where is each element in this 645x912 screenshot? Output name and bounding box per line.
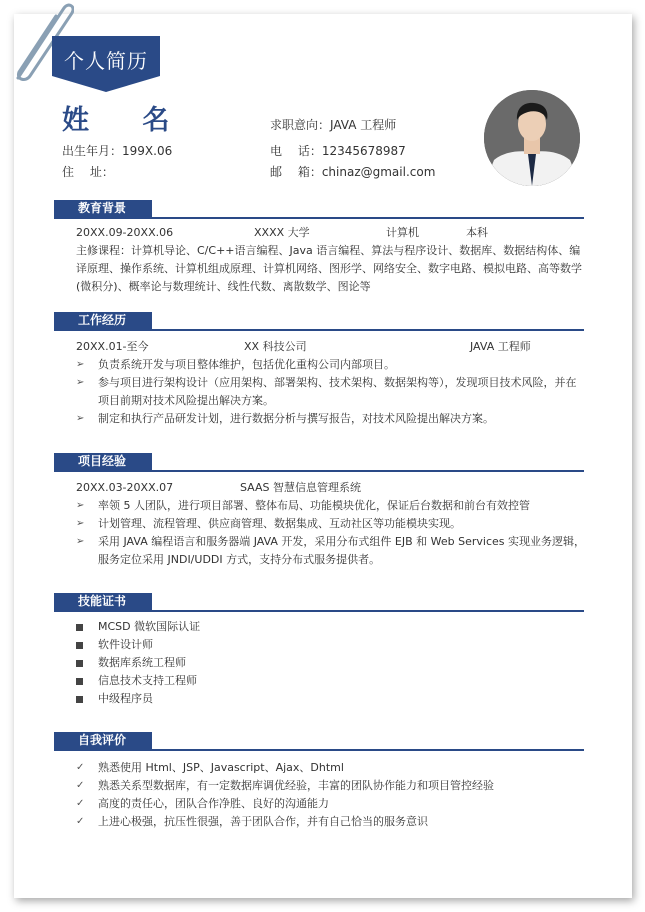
- work-divider: [54, 329, 584, 331]
- project-name: SAAS 智慧信息管理系统: [240, 481, 362, 494]
- skill-item: 中级程序员: [76, 690, 586, 708]
- square-bullet-icon: [76, 678, 83, 685]
- skill-item: MCSD 微软国际认证: [76, 618, 586, 636]
- project-item: ➢ 采用 JAVA 编程语言和服务器端 JAVA 开发，采用分布式组件 EJB 和 Web Services 实现业务逻辑，服务定位采用 JNDI/UDDI 方式，支持分布式服务提供者。: [76, 535, 586, 566]
- birth-value: 199X.06: [122, 144, 173, 158]
- work-heading-label: 工作经历: [54, 312, 152, 329]
- self-item: ✓ 熟悉使用 Html、JSP、Javascript、Ajax、Dhtml: [76, 759, 586, 777]
- arrow-icon: ➢: [76, 500, 85, 511]
- project-heading-label: 项目经验: [54, 453, 152, 470]
- self-heading-label: 自我评价: [54, 732, 152, 749]
- education-major: 计算机: [386, 226, 419, 239]
- checkmark-icon: ✓: [76, 816, 85, 827]
- project-divider: [54, 470, 584, 472]
- work-item: ➢ 制定和执行产品研发计划，进行数据分析与撰写报告，对技术风险提出解决方案。: [76, 410, 586, 428]
- resume-title: 个人简历: [64, 49, 148, 73]
- square-bullet-icon: [76, 642, 83, 649]
- self-divider: [54, 749, 584, 751]
- birth-label: 出生年月：: [62, 144, 123, 158]
- email-label: 邮 箱：: [270, 165, 322, 179]
- phone-label: 电 话：: [270, 144, 322, 158]
- education-heading: [54, 200, 584, 220]
- phone-value: 12345678987: [321, 144, 406, 158]
- education-school: XXXX 大学: [254, 226, 310, 239]
- checkmark-icon: ✓: [76, 798, 85, 809]
- project-heading: [54, 453, 584, 473]
- self-item: ✓ 熟悉关系型数据库，有一定数据库调优经验，丰富的团队协作能力和项目管控经验: [76, 777, 586, 795]
- square-bullet-icon: [76, 624, 83, 631]
- project-item: ➢ 率领 5 人团队，进行项目部署、整体布局、功能模块优化，保证后台数据和前台有效控管: [76, 497, 586, 515]
- intent-label: 求职意向：: [270, 118, 331, 132]
- birth-row: [62, 142, 172, 159]
- phone-row: [270, 142, 406, 159]
- skill-item: 软件设计师: [76, 636, 586, 654]
- education-degree: 本科: [466, 226, 488, 239]
- arrow-icon: ➢: [76, 518, 85, 529]
- skill-item: 信息技术支持工程师: [76, 672, 586, 690]
- square-bullet-icon: [76, 660, 83, 667]
- work-period: 20XX.01-至今: [76, 340, 149, 353]
- square-bullet-icon: [76, 696, 83, 703]
- project-period: 20XX.03-20XX.07: [76, 481, 174, 494]
- skills-divider: [54, 610, 584, 612]
- skills-heading-label: 技能证书: [54, 593, 152, 610]
- work-position: JAVA 工程师: [470, 340, 531, 353]
- arrow-icon: ➢: [76, 536, 85, 547]
- arrow-icon: ➢: [76, 377, 85, 388]
- resume-title-tab: [52, 36, 160, 92]
- email-value: chinaz@gmail.com: [321, 165, 436, 179]
- work-item: ➢ 参与项目进行架构设计（应用架构、部署架构、技术架构、数据架构等），发现项目技术风险，并在项目前期对技术风险提出解决方案。: [76, 376, 577, 407]
- project-item: ➢ 计划管理、流程管理、供应商管理、数据集成、互动社区等功能模块实现。: [76, 515, 586, 533]
- self-item: ✓ 上进心极强，抗压性很强，善于团队合作，并有自己恰当的服务意识: [76, 813, 586, 831]
- work-heading: [54, 312, 584, 332]
- education-courses: 主修课程：计算机导论、C/C++语言编程、Java 语言编程、算法与程序设计、数据库、数据结构体、编译原理、操作系统、计算机组成原理、计算机网络、图形学、网络安全、数字电路、模拟电路、高等数学(微积分)、概率论与数理统计、线性代数、离散数学、图论等: [76, 244, 582, 293]
- skills-heading: [54, 593, 584, 613]
- work-item: ➢ 负责系统开发与项目整体维护，包括优化重构公司内部项目。: [76, 356, 586, 374]
- intent-value: JAVA 工程师: [330, 118, 397, 132]
- arrow-icon: ➢: [76, 359, 85, 370]
- intent-row: [270, 116, 396, 133]
- work-company: XX 科技公司: [244, 340, 307, 353]
- person-name: 姓 名: [62, 105, 192, 136]
- education-heading-label: 教育背景: [54, 200, 152, 217]
- education-divider: [54, 217, 584, 219]
- education-period: 20XX.09-20XX.06: [76, 226, 174, 239]
- address-label: 住 址：: [62, 165, 114, 179]
- profile-photo: [484, 90, 580, 186]
- address-row: [62, 163, 114, 180]
- arrow-icon: ➢: [76, 413, 85, 424]
- skill-item: 数据库系统工程师: [76, 654, 586, 672]
- self-item: ✓ 高度的责任心，团队合作净胜、良好的沟通能力: [76, 795, 586, 813]
- checkmark-icon: ✓: [76, 780, 85, 791]
- email-row: [270, 163, 435, 180]
- checkmark-icon: ✓: [76, 762, 85, 773]
- self-heading: [54, 732, 584, 752]
